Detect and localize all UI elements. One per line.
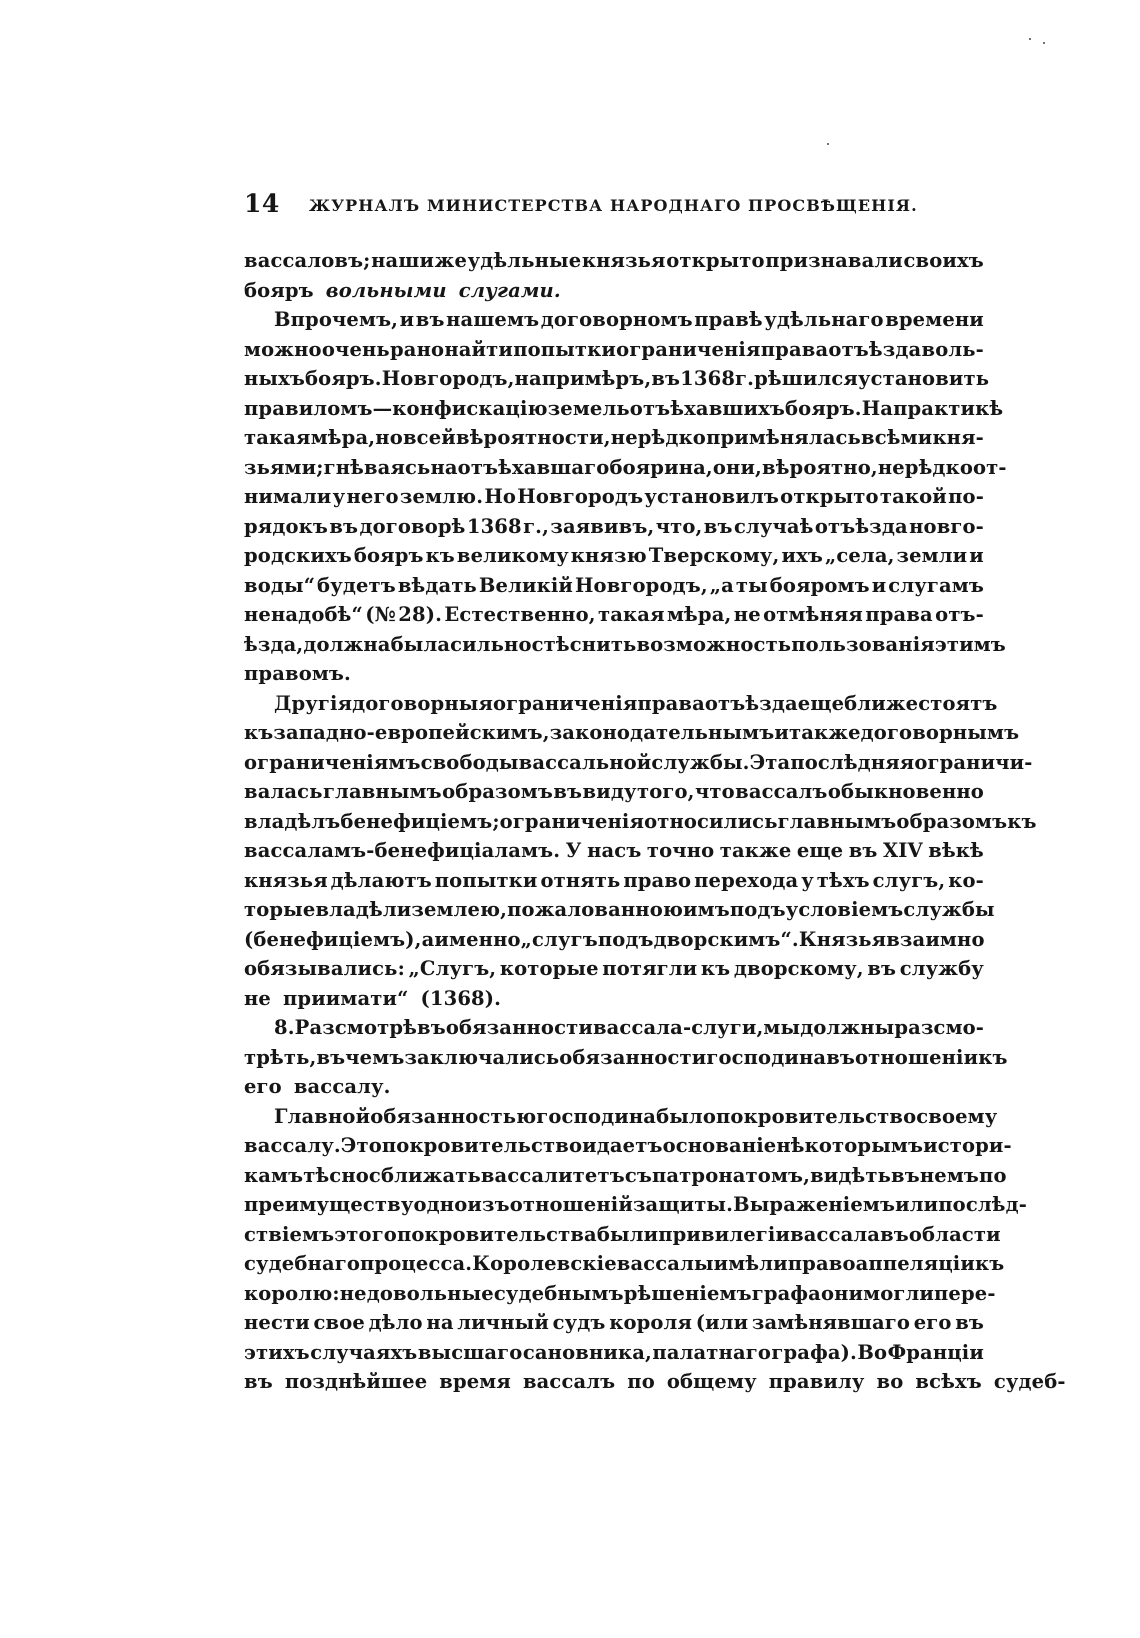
- text-line: въ позднѣйшее время вассалъ по общему правилу во всѣхъ судеб-: [244, 1370, 1066, 1393]
- body-text: [244, 246, 1066, 1397]
- text-line: ненадобѣ“ (№ 28). Естественно, такая мѣра, не отмѣняя права отъ-: [244, 603, 984, 626]
- text-line: Впрочемъ, и въ нашемъ договорномъ правѣ удѣльнаго времени: [274, 308, 984, 331]
- text-line: трѣть, въ чемъ заключались обязанности господина въ отношеніи къ: [244, 1045, 1008, 1069]
- text-line: судебнаго процесса. Королевскіе вассалы имѣли право аппеляціи къ: [244, 1252, 1005, 1275]
- text-line: правомъ.: [244, 662, 351, 685]
- text-line: ѣзда, должна была сильно стѣснить возможность пользованія этимъ: [244, 632, 1006, 656]
- paragraph: [244, 689, 1037, 1014]
- scan-speck: [827, 143, 829, 145]
- paragraph: [244, 246, 984, 305]
- text-line: бояръ вольными слугами.: [244, 278, 561, 302]
- text-line: князья дѣлаютъ попытки отнять право перехода у тѣхъ слугъ, ко-: [244, 868, 984, 892]
- text-line: его вассалу.: [244, 1075, 391, 1098]
- text-line: 8. Разсмотрѣвъ обязанности вассала-слуги, мы должны разсмо-: [274, 1016, 985, 1039]
- text-line: камъ тѣсно сближать вассалитетъ съ патронатомъ, видѣть въ немъ по: [244, 1163, 1007, 1187]
- paragraph: [244, 1013, 1008, 1102]
- text-line: ограниченіямъ свободы вассальной службы. Эта послѣдняя ограничи-: [244, 750, 1033, 774]
- text-line: королю: недовольные судебнымъ рѣшеніемъ графа они могли пере-: [244, 1281, 996, 1305]
- text-line: нести свое дѣло на личный судъ короля (или замѣнявшаго его въ: [244, 1311, 984, 1334]
- text-line: валась главнымъ образомъ въ виду того, что вассалъ обыкновенно: [244, 780, 984, 803]
- text-line: нимали у него землю. Но Новгородъ установилъ открыто такой по-: [244, 485, 984, 508]
- scan-speck: [1043, 42, 1045, 44]
- text-line: родскихъ бояръ къ великому князю Тверскому, ихъ „села, земли и: [244, 544, 984, 567]
- text-line: вассаловъ; наши же удѣльные князья открыто признавали своихъ: [244, 249, 984, 272]
- text-line: торые владѣли землею, пожалованною имъ подъ условіемъ службы: [244, 898, 995, 921]
- page-header: [244, 190, 984, 230]
- text-line: Другія договорныя ограниченія права отъѣзда еще ближе стоятъ: [274, 691, 998, 715]
- text-line: ствіемъ этого покровительства были привилегіи вассала въ области: [244, 1222, 1001, 1246]
- running-head: ЖУРНАЛЪ МИНИСТЕРСТВА НАРОДНАГО ПРОСВѢЩЕНІЯ.: [309, 196, 918, 215]
- text-line: преимуществу одно изъ отношеній защиты. Выраженіемъ или послѣд-: [244, 1193, 1028, 1216]
- text-line: вассаламъ-бенефиціаламъ. У насъ точно также еще въ XIV вѣкѣ: [244, 839, 984, 862]
- text-line: обязывались: „Слугъ, которые потягли къ дворскому, въ службу: [244, 957, 984, 980]
- text-line: ныхъ бояръ. Новгородъ, напримѣръ, въ 1368 г. рѣшился установить: [244, 367, 990, 390]
- text-line: такая мѣра, но всей вѣроятности, нерѣдко примѣнялась всѣми кня-: [244, 426, 984, 449]
- scan-speck: [1029, 38, 1031, 40]
- text-line: правиломъ — конфискацію земель отъѣхавшихъ бояръ. На практикѣ: [244, 396, 1004, 420]
- text-line: зьями; гнѣваясь на отъѣхавшаго боярина, они, вѣроятно, нерѣдко от-: [244, 455, 1007, 479]
- text-line: этихъ случаяхъ высшаго сановника, палатнаго графа). Во Франціи: [244, 1340, 984, 1364]
- text-line: вассалу. Это покровительство и даетъ основаніе нѣкоторымъ истори-: [244, 1134, 1012, 1157]
- paragraph: [244, 1102, 1066, 1397]
- text-line: не приимати“ (1368).: [244, 986, 502, 1010]
- text-line: (бенефиціемъ), а именно „слугъ подъ дворскимъ“. Князья взаимно: [244, 927, 985, 951]
- text-line: къ западно-европейскимъ, законодательнымъ и также договорнымъ: [244, 721, 1020, 744]
- text-line: воды“ будетъ вѣдать Великій Новгородъ, „а ты бояромъ и слугамъ: [244, 573, 984, 597]
- text-line: Главной обязанностью господина было покровительство своему: [274, 1104, 998, 1128]
- page-number: 14: [244, 189, 280, 218]
- paragraph: [244, 305, 1007, 689]
- text-line: владѣлъ бенефиціемъ; ограниченія относились главнымъ образомъ къ: [244, 809, 1037, 833]
- text-line: рядокъ въ договорѣ 1368 г., заявивъ, что, въ случаѣ отъѣзда новго-: [244, 514, 984, 538]
- text-line: можно очень рано найти попытки ограниченія права отъѣзда воль-: [244, 337, 984, 361]
